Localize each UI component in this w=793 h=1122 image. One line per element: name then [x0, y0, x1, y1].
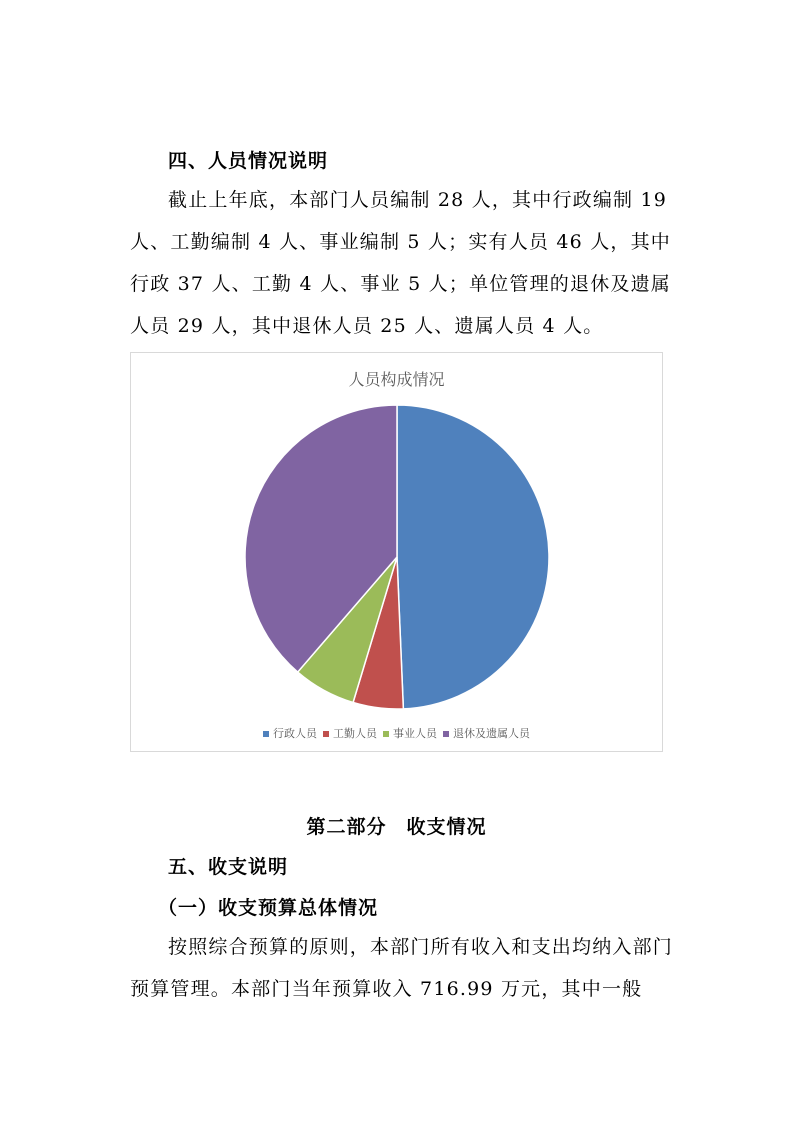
legend-swatch-4	[443, 731, 449, 737]
section5-heading: 五、收支说明	[168, 856, 289, 878]
legend-item-4	[443, 725, 530, 741]
section4-heading: 四、人员情况说明	[168, 150, 329, 172]
part2-title: 第二部分 收支情况	[306, 816, 487, 838]
legend-label-1: 行政人员	[273, 727, 317, 740]
section4-paragraph	[130, 179, 675, 347]
legend-item-2	[323, 725, 377, 741]
section4-paragraph-text: 截止上年底，本部门人员编制 28 人，其中行政编制 19 人、工勤编制 4 人、事业编制 5 人；实有人员 46 人，其中行政 37 人、工勤 4 人、事业 5 人；单位管理的退休及遗属人员 29 人，其中退休人员 25 人、遗属人员 4 人。	[130, 189, 671, 337]
legend-item-3	[383, 725, 437, 741]
legend-swatch-1	[263, 731, 269, 737]
pie-slice-1	[397, 405, 549, 709]
legend-swatch-2	[323, 731, 329, 737]
pie-plot	[131, 353, 664, 753]
section5-subheading: （一）收支预算总体情况	[158, 897, 379, 919]
personnel-pie-chart	[130, 352, 663, 752]
legend-label-2: 工勤人员	[333, 727, 377, 740]
section5-paragraph	[130, 926, 675, 1010]
legend-swatch-3	[383, 731, 389, 737]
section5-paragraph-text: 按照综合预算的原则，本部门所有收入和支出均纳入部门预算管理。本部门当年预算收入 716.99 万元，其中一般	[130, 936, 674, 1000]
legend-label-4: 退休及遗属人员	[453, 727, 530, 740]
chart-legend	[131, 725, 662, 741]
chart-title: 人员构成情况	[348, 370, 445, 389]
legend-item-1	[263, 725, 317, 741]
legend-label-3: 事业人员	[393, 727, 437, 740]
